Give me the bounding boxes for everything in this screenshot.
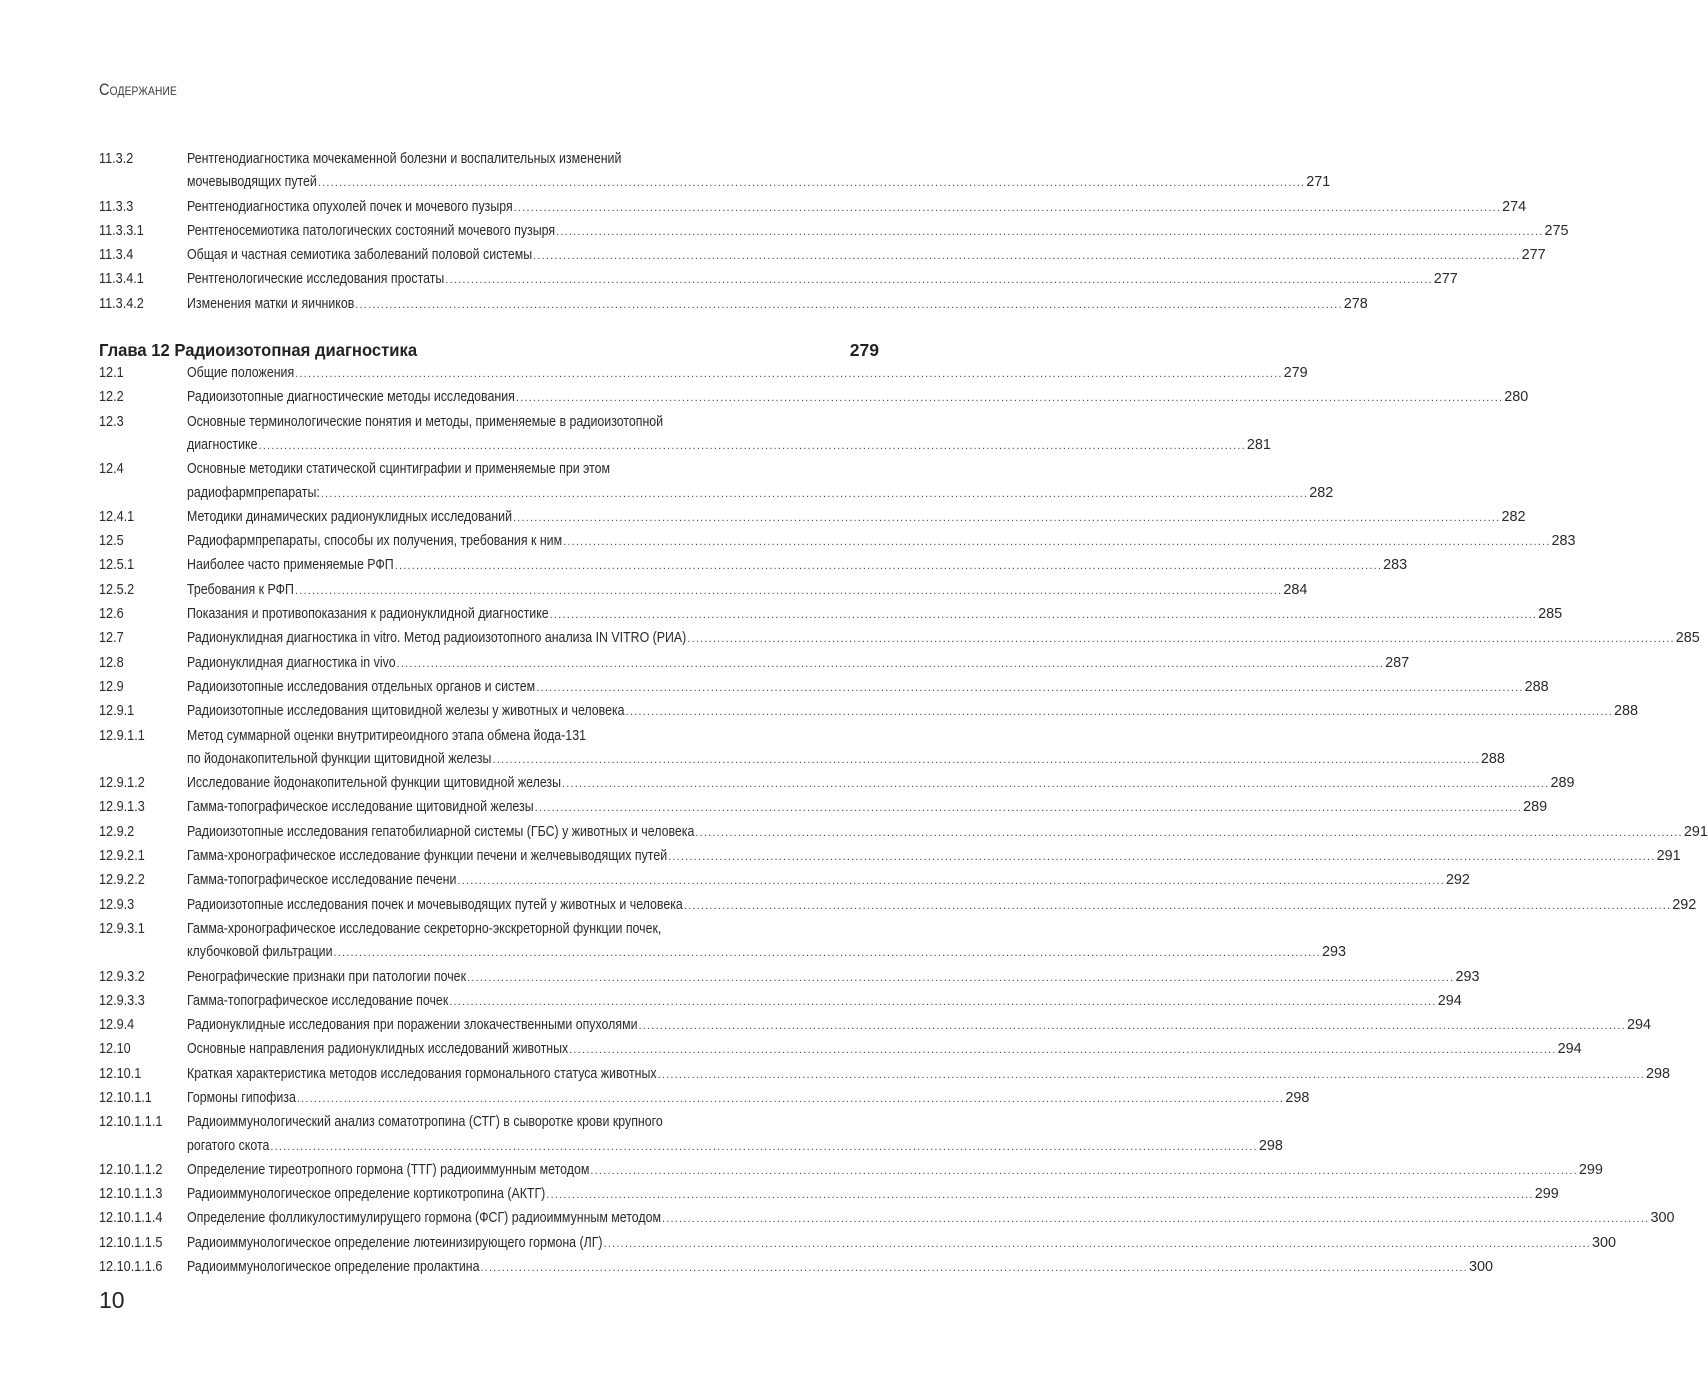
section-number: 12.10.1.1 <box>99 1089 152 1106</box>
page-ref: 294 <box>1626 1017 1651 1034</box>
toc-entry[interactable] <box>99 196 1527 220</box>
section-title-line <box>187 821 1708 845</box>
section-title: Радиоиммунологическое определение лютеинизирующего гормона (ЛГ) <box>187 1234 603 1251</box>
section-title-line <box>187 627 1700 651</box>
page-ref: 293 <box>1321 944 1346 961</box>
section-title-block <box>187 244 1546 268</box>
section-number: 12.9.2.2 <box>99 872 145 889</box>
dot-leader <box>295 580 1282 603</box>
section-title-line <box>187 554 1407 578</box>
toc-entry[interactable] <box>99 554 1408 578</box>
section-title-block <box>187 148 1330 196</box>
section-title-line <box>187 579 1307 603</box>
dot-leader <box>397 653 1384 676</box>
page-ref: 300 <box>1468 1259 1493 1276</box>
page-ref: 293 <box>1455 968 1480 985</box>
dot-leader <box>481 1257 1468 1280</box>
section-title: клубочковой фильтрации <box>187 944 333 961</box>
dot-leader <box>546 1184 1533 1207</box>
page-ref: 287 <box>1385 654 1410 671</box>
section-title-line <box>187 1063 1670 1087</box>
toc-entry[interactable] <box>99 148 1331 196</box>
section-title-line <box>187 603 1562 627</box>
section-title-line <box>187 171 1330 195</box>
section-title: Радионуклидная диагностика in vivo <box>187 654 396 671</box>
page-ref: 298 <box>1646 1065 1671 1082</box>
section-title-block <box>187 966 1479 990</box>
dot-leader <box>639 1015 1626 1038</box>
section-title-block <box>187 506 1525 530</box>
section-number: 12.9.1.2 <box>99 775 145 792</box>
section-title-block <box>187 869 1470 893</box>
section-title: Гамма-хронографическое исследование функции печени и желчевыводящих путей <box>187 848 668 865</box>
section-title: Радиоизотопные диагностические методы исследования <box>187 389 515 406</box>
section-title: Радиоизотопные исследования отдельных органов и систем <box>187 678 536 695</box>
section-number: 12.9.4 <box>99 1017 135 1034</box>
section-number: 12.10.1.1.6 <box>99 1259 163 1276</box>
page-ref: 299 <box>1578 1161 1603 1178</box>
section-title-block <box>187 579 1307 603</box>
dot-leader <box>449 991 1436 1014</box>
dot-leader <box>514 197 1501 220</box>
section-title: Рентгеносемиотика патологических состояний мочевого пузыря <box>187 222 556 239</box>
section-number: 12.1 <box>99 365 124 382</box>
section-title-line <box>187 941 1346 965</box>
section-title-line <box>187 845 1681 869</box>
dot-leader <box>687 628 1674 651</box>
section-title-line <box>187 362 1308 386</box>
section-title-block <box>187 918 1346 966</box>
section-title-block <box>187 796 1547 820</box>
dot-leader <box>536 677 1523 700</box>
toc-entry[interactable] <box>99 1159 1603 1183</box>
toc-entry[interactable] <box>99 506 1526 530</box>
section-number: 11.3.4.2 <box>99 295 144 312</box>
section-title-line <box>187 482 1333 506</box>
section-title-block <box>187 1183 1559 1207</box>
dot-leader <box>295 363 1282 386</box>
toc-entry[interactable] <box>99 579 1308 603</box>
page-ref: 285 <box>1538 606 1563 623</box>
toc-entry[interactable] <box>99 1087 1310 1111</box>
section-number: 12.8 <box>99 654 124 671</box>
toc-entry[interactable] <box>99 772 1575 796</box>
section-title-line <box>187 725 1505 748</box>
section-title-block <box>187 530 1576 554</box>
dot-leader <box>662 1208 1649 1231</box>
section-title-line <box>187 293 1368 317</box>
dot-leader <box>321 483 1308 506</box>
dot-leader <box>556 221 1543 244</box>
section-title-line <box>187 796 1547 820</box>
toc-entry[interactable] <box>99 821 1708 845</box>
dot-leader <box>457 870 1444 893</box>
section-title-line <box>187 700 1638 724</box>
section-title-block <box>187 676 1549 700</box>
section-title: Гамма-топографическое исследование щитовидной железы <box>187 799 534 816</box>
page-ref: 288 <box>1480 750 1505 767</box>
section-number: 12.10.1.1.3 <box>99 1186 163 1203</box>
section-title: Радиофармпрепараты, способы их получения, требования к ним <box>187 533 563 550</box>
section-number: 12.9.1.1 <box>99 727 145 744</box>
page-ref: 285 <box>1675 630 1700 647</box>
toc-entry[interactable] <box>99 1256 1493 1280</box>
dot-leader <box>270 1136 1257 1159</box>
toc-entry[interactable] <box>99 796 1548 820</box>
page-ref: 289 <box>1523 799 1548 816</box>
running-head: Содержание <box>99 80 177 99</box>
toc-entry[interactable] <box>99 845 1681 869</box>
page-ref: 284 <box>1283 581 1308 598</box>
section-title-block <box>187 196 1526 220</box>
section-number: 12.4.1 <box>99 508 135 525</box>
section-title: Радионуклидные исследования при поражении злокачественными опухолями <box>187 1017 638 1034</box>
dot-leader <box>513 507 1500 530</box>
toc-entry[interactable] <box>99 268 1458 292</box>
section-number: 12.9.3 <box>99 896 135 913</box>
section-title-line <box>187 434 1271 458</box>
section-title-block <box>187 1159 1603 1183</box>
dot-leader <box>533 245 1520 268</box>
dot-leader <box>492 749 1479 772</box>
section-title: Рентгенодиагностика мочекаменной болезни и воспалительных изменений <box>187 151 622 167</box>
section-title: Основные направления радионуклидных исследований животных <box>187 1041 569 1058</box>
section-title: по йодонакопительной функции щитовидной железы <box>187 750 492 767</box>
toc-entry[interactable] <box>99 627 1700 651</box>
section-title: Краткая характеристика методов исследования гормонального статуса животных <box>187 1065 657 1082</box>
section-number: 12.10.1.1.1 <box>99 1114 163 1131</box>
page-ref: 277 <box>1433 271 1458 288</box>
section-number: 12.7 <box>99 630 124 647</box>
section-title-line <box>187 990 1462 1014</box>
page-ref: 282 <box>1309 484 1334 501</box>
section-title-line <box>187 268 1458 292</box>
section-title-line <box>187 1038 1582 1062</box>
section-title: Наиболее часто применяемые РФП <box>187 557 394 574</box>
dot-leader <box>668 846 1655 869</box>
dot-leader <box>355 294 1342 317</box>
section-title: Радиоизотопные исследования щитовидной железы у животных и человека <box>187 703 625 720</box>
section-number: 12.9.3.2 <box>99 968 145 985</box>
section-title: Основные терминологические понятия и методы, применяемые в радиоизотопной <box>187 413 664 430</box>
section-title-block <box>187 603 1562 627</box>
section-title-block <box>187 1232 1616 1256</box>
section-title-line <box>187 772 1574 796</box>
section-number: 12.9.3.1 <box>99 920 145 937</box>
toc-entry[interactable] <box>99 676 1549 700</box>
page-ref: 288 <box>1524 678 1549 695</box>
section-title-block <box>187 458 1333 506</box>
toc-chapter-12-entries <box>99 362 1708 1280</box>
section-number: 11.3.4.1 <box>99 271 144 288</box>
section-title-block <box>187 293 1368 317</box>
dot-leader <box>550 604 1537 627</box>
toc-entry[interactable] <box>99 990 1462 1014</box>
page-ref: 277 <box>1521 247 1546 264</box>
toc-entry[interactable] <box>99 603 1563 627</box>
section-title-block <box>187 1087 1309 1111</box>
page-ref: 300 <box>1650 1210 1675 1227</box>
section-title-line <box>187 244 1546 268</box>
section-title-line <box>187 220 1569 244</box>
section-title: Рентгенодиагностика опухолей почек и мочевого пузыря <box>187 198 513 215</box>
toc-entry[interactable] <box>99 652 1410 676</box>
toc-entry[interactable] <box>99 293 1368 317</box>
section-number: 12.2 <box>99 389 124 406</box>
section-title: Основные методики статической сцинтиграфии и применяемые при этом <box>187 461 611 478</box>
section-title-block <box>187 772 1574 796</box>
toc-entry[interactable] <box>99 1207 1675 1231</box>
section-title-line <box>187 506 1525 530</box>
section-title-line <box>187 1183 1559 1207</box>
page-number: 10 <box>99 1287 125 1313</box>
section-title-block <box>187 821 1708 845</box>
section-number: 11.3.2 <box>99 151 134 167</box>
section-title: Общая и частная семиотика заболеваний половой системы <box>187 247 533 264</box>
dot-leader <box>535 797 1522 820</box>
section-number: 12.4 <box>99 461 124 478</box>
section-title-line <box>187 652 1409 676</box>
section-title-block <box>187 411 1271 459</box>
page-ref: 279 <box>1283 365 1308 382</box>
page-ref: 288 <box>1614 703 1639 720</box>
section-title-block <box>187 990 1462 1014</box>
dot-leader <box>395 555 1382 578</box>
page-ref: 283 <box>1551 533 1576 550</box>
section-title-line <box>187 386 1528 410</box>
dot-leader <box>318 172 1305 195</box>
page-ref: 294 <box>1437 992 1462 1009</box>
toc-entry[interactable] <box>99 869 1470 893</box>
section-number: 12.9.1.3 <box>99 799 145 816</box>
section-title-block <box>187 1256 1493 1280</box>
dot-leader <box>569 1039 1556 1062</box>
section-title-line <box>187 918 1346 941</box>
toc-entry[interactable] <box>99 700 1639 724</box>
section-title-block <box>187 725 1505 773</box>
section-title: Исследование йодонакопительной функции щитовидной железы <box>187 775 562 792</box>
toc-entry[interactable] <box>99 244 1546 268</box>
section-number: 12.9.2.1 <box>99 848 145 865</box>
page-ref: 292 <box>1445 872 1470 889</box>
chapter-title: Глава 12 Радиоизотопная диагностика <box>99 340 418 361</box>
toc-entry[interactable] <box>99 966 1480 990</box>
toc-entry[interactable] <box>99 894 1697 918</box>
section-title-block <box>187 700 1638 724</box>
chapter-page: 279 <box>849 340 879 361</box>
section-number: 12.10.1.1.5 <box>99 1234 163 1251</box>
page-ref: 294 <box>1557 1041 1582 1058</box>
section-title-line <box>187 894 1696 918</box>
dot-leader <box>658 1064 1645 1087</box>
dot-leader <box>590 1160 1577 1183</box>
section-title: Радиоиммунологическое определение пролактина <box>187 1259 480 1276</box>
section-title-line <box>187 1014 1651 1038</box>
section-number: 12.10.1.1.4 <box>99 1210 163 1227</box>
section-title: Радиоиммунологический анализ соматотропина (СТГ) в сыворотке крови крупного <box>187 1114 663 1131</box>
toc-previous-chapter-entries <box>99 148 1569 317</box>
section-title-block <box>187 1014 1651 1038</box>
section-title-line <box>187 148 1330 171</box>
page-ref: 292 <box>1672 896 1697 913</box>
section-number: 11.3.3.1 <box>99 222 144 239</box>
section-title-line <box>187 1087 1309 1111</box>
chapter-heading[interactable] <box>99 338 879 363</box>
section-number: 11.3.3 <box>99 198 134 215</box>
section-title: Радиоизотопные исследования почек и мочевыводящих путей у животных и человека <box>187 896 683 913</box>
section-title-block <box>187 268 1458 292</box>
section-title-block <box>187 845 1681 869</box>
section-title-line <box>187 748 1505 772</box>
section-title: Гамма-топографическое исследование почек <box>187 992 449 1009</box>
dot-leader <box>563 531 1550 554</box>
section-title: радиофармпрепараты: <box>187 484 320 501</box>
section-title-block <box>187 1038 1582 1062</box>
page-ref: 271 <box>1306 174 1331 191</box>
dot-leader <box>334 942 1321 965</box>
page-ref: 300 <box>1592 1234 1617 1251</box>
toc-entry[interactable] <box>99 1232 1617 1256</box>
dot-leader <box>445 269 1432 292</box>
section-title: Требования к РФП <box>187 581 294 598</box>
section-title: Общие положения <box>187 365 295 382</box>
section-title: Ренографические признаки при патологии почек <box>187 968 466 985</box>
toc-entry[interactable] <box>99 1183 1559 1207</box>
section-number: 12.3 <box>99 413 124 430</box>
section-title: Методики динамических радионуклидных исследований <box>187 508 512 525</box>
section-number: 12.10 <box>99 1041 131 1058</box>
dot-leader <box>516 387 1503 410</box>
section-title: Радионуклидная диагностика in vitro. Метод радиоизотопного анализа IN VITRO (РИА) <box>187 630 687 647</box>
page-ref: 298 <box>1258 1137 1283 1154</box>
toc-entry[interactable] <box>99 458 1334 506</box>
section-number: 12.10.1 <box>99 1065 142 1082</box>
toc-entry[interactable] <box>99 1014 1651 1038</box>
toc-entry[interactable] <box>99 362 1308 386</box>
toc-entry[interactable] <box>99 725 1505 773</box>
section-title: Радиоизотопные исследования гепатобилиарной системы (ГБС) у животных и человека <box>187 823 695 840</box>
dot-leader <box>695 822 1682 845</box>
page-ref: 289 <box>1550 775 1575 792</box>
toc-entry[interactable] <box>99 411 1271 459</box>
page-ref: 274 <box>1502 198 1527 215</box>
section-title-block <box>187 627 1700 651</box>
section-title: рогатого скота <box>187 1137 270 1154</box>
section-title-line <box>187 1232 1616 1256</box>
section-title-block <box>187 652 1409 676</box>
page-ref: 283 <box>1383 557 1408 574</box>
dot-leader <box>684 895 1671 918</box>
section-title: Гамма-топографическое исследование печени <box>187 872 457 889</box>
dot-leader <box>297 1088 1284 1111</box>
section-title: Радиоиммунологическое определение кортикотропина (АКТГ) <box>187 1186 546 1203</box>
section-title: диагностике <box>187 436 258 453</box>
dot-leader <box>562 773 1549 796</box>
section-title: Изменения матки и яичников <box>187 295 355 312</box>
section-title-line <box>187 1207 1674 1231</box>
section-title-block <box>187 386 1528 410</box>
section-title: мочевыводящих путей <box>187 174 317 191</box>
section-title: Определение тиреотропного гормона (ТТГ) радиоиммунным методом <box>187 1161 590 1178</box>
section-number: 12.10.1.1.2 <box>99 1161 163 1178</box>
toc-entry[interactable] <box>99 1038 1582 1062</box>
section-number: 12.6 <box>99 606 124 623</box>
section-title-block <box>187 894 1696 918</box>
page-ref: 278 <box>1343 295 1368 312</box>
toc-entry[interactable] <box>99 530 1576 554</box>
page-ref: 282 <box>1501 508 1526 525</box>
toc-entry[interactable] <box>99 1063 1671 1087</box>
section-title-line <box>187 411 1271 434</box>
section-title-block <box>187 362 1308 386</box>
section-number: 12.9 <box>99 678 124 695</box>
page-ref: 281 <box>1246 436 1271 453</box>
page-ref: 298 <box>1285 1089 1310 1106</box>
section-title: Гормоны гипофиза <box>187 1089 296 1106</box>
section-number: 12.5.1 <box>99 557 135 574</box>
toc-entry[interactable] <box>99 1111 1283 1159</box>
section-title: Рентгенологические исследования простаты <box>187 271 445 288</box>
section-title-line <box>187 1159 1603 1183</box>
section-title-line <box>187 530 1576 554</box>
section-title: Определение фолликулостимулирущего гормона (ФСГ) радиоиммунным методом <box>187 1210 662 1227</box>
toc-entry[interactable] <box>99 386 1529 410</box>
section-title: Гамма-хронографическое исследование секреторно-экскреторной функции почек, <box>187 920 662 937</box>
section-title-block <box>187 1063 1670 1087</box>
section-title-line <box>187 458 1333 481</box>
dot-leader <box>626 701 1613 724</box>
page-ref: 291 <box>1683 823 1708 840</box>
section-number: 12.5.2 <box>99 581 135 598</box>
page-ref: 291 <box>1656 848 1681 865</box>
section-title-block <box>187 554 1407 578</box>
section-number: 12.9.3.3 <box>99 992 145 1009</box>
section-title-line <box>187 966 1479 990</box>
section-title-line <box>187 1256 1493 1280</box>
toc-entry[interactable] <box>99 918 1346 966</box>
section-title-line <box>187 1135 1283 1159</box>
section-title-block <box>187 220 1569 244</box>
table-of-contents <box>99 148 1708 1280</box>
section-number: 12.5 <box>99 533 124 550</box>
dot-leader <box>604 1233 1591 1256</box>
page-ref: 299 <box>1534 1186 1559 1203</box>
section-title: Показания и противопоказания к радионуклидной диагностике <box>187 606 549 623</box>
section-title: Метод суммарной оценки внутритиреоидного этапа обмена йода-131 <box>187 727 586 744</box>
section-title-line <box>187 676 1549 700</box>
dot-leader <box>467 967 1454 990</box>
section-title-block <box>187 1207 1674 1231</box>
section-number: 12.9.1 <box>99 703 135 720</box>
dot-leader <box>258 435 1245 458</box>
section-title-line <box>187 869 1470 893</box>
section-number: 12.9.2 <box>99 823 135 840</box>
section-title-block <box>187 1111 1283 1159</box>
page-ref: 275 <box>1544 222 1569 239</box>
page-ref: 280 <box>1504 389 1529 406</box>
toc-entry[interactable] <box>99 220 1569 244</box>
section-title-line <box>187 1111 1283 1134</box>
section-number: 11.3.4 <box>99 247 134 264</box>
section-title-line <box>187 196 1526 220</box>
